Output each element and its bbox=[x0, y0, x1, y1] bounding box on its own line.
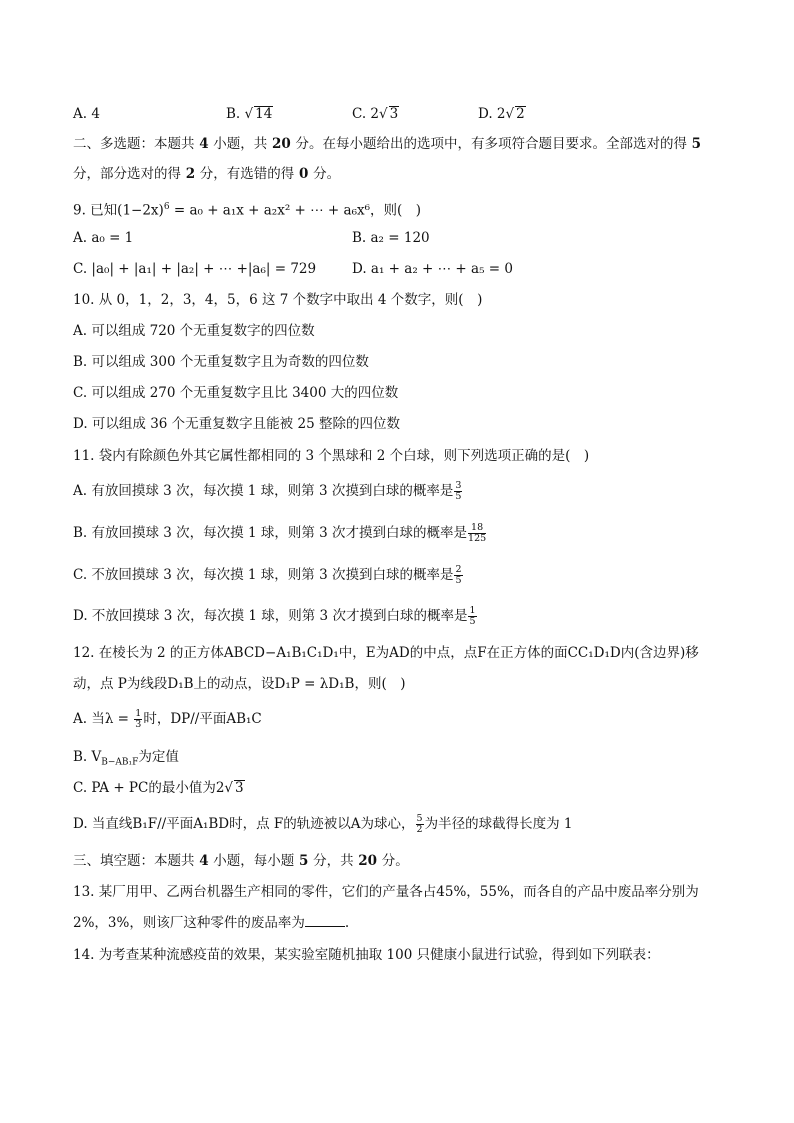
section2-wrong-score: 0 bbox=[294, 166, 314, 182]
section2-text: 分。在每小题给出的选项中，有多项符合题目要求。全部选对的得 bbox=[295, 136, 687, 152]
q8-option-c-text: C. 2 bbox=[352, 106, 380, 122]
q9-exponent: 6 bbox=[163, 202, 170, 212]
section2-count: 4 bbox=[194, 136, 214, 152]
q13-text: . bbox=[344, 915, 350, 931]
fraction bbox=[468, 606, 476, 627]
q12-option-c: C. PA + PC的最小值为2√ 3 bbox=[73, 780, 244, 796]
section3-total: 20 bbox=[353, 853, 382, 869]
numerator: 2 bbox=[455, 564, 462, 575]
section2-text: 小题，共 bbox=[213, 136, 268, 152]
section2-full-score: 5 bbox=[686, 136, 702, 152]
q12-option-b-text: B. V bbox=[73, 749, 102, 765]
q8-option-a-text: A. 4 bbox=[73, 106, 100, 122]
section3-heading bbox=[73, 851, 409, 871]
q11-option-c-text: C. 不放回摸球 3 次，每次摸 1 球，则第 3 次摸到白球的概率是 bbox=[73, 567, 454, 583]
section2-text: 分。 bbox=[313, 166, 341, 182]
section3-text: 分。 bbox=[381, 853, 409, 869]
q10-option-d: D. 可以组成 36 个无重复数字且能被 25 整除的四位数 bbox=[73, 416, 400, 432]
section2-text: 分，有选错的得 bbox=[199, 166, 295, 182]
section2-heading-line1 bbox=[73, 134, 701, 154]
fraction bbox=[454, 481, 462, 502]
q8-option-c-radicand: 3 bbox=[389, 106, 399, 122]
q11-option-d bbox=[73, 606, 478, 627]
q11-option-b bbox=[73, 523, 487, 544]
q9-stem-text: 9. 已知(1−2x) bbox=[73, 202, 164, 219]
q11-stem: 11. 袋内有除颜色外其它属性都相同的 3 个黑球和 2 个白球，则下列选项正确的是( ) bbox=[73, 448, 590, 464]
denominator: 2 bbox=[416, 824, 423, 835]
numerator: 3 bbox=[455, 480, 462, 491]
q12-option-b bbox=[73, 747, 179, 773]
q8-option-d: D. 2√ 2 bbox=[478, 106, 525, 122]
q12-option-b-text: 为定值 bbox=[138, 749, 179, 765]
q9-stem-text: = a₀ + a₁x + a₂x² + ⋯ + a₆x⁶，则( ) bbox=[169, 202, 422, 219]
q9-option-b: B. a₂ = 120 bbox=[352, 230, 430, 246]
q11-option-d-text: D. 不放回摸球 3 次，每次摸 1 球，则第 3 次才摸到白球的概率是 bbox=[73, 608, 468, 624]
fraction bbox=[454, 565, 462, 586]
q10-option-b: B. 可以组成 300 个无重复数字且为奇数的四位数 bbox=[73, 354, 369, 370]
numerator: 1 bbox=[135, 708, 142, 719]
q9-stem bbox=[73, 197, 421, 221]
q10-option-c: C. 可以组成 270 个无重复数字且比 3400 大的四位数 bbox=[73, 385, 399, 401]
q9-option-a: A. a₀ = 1 bbox=[73, 230, 134, 246]
q8-option-d-radicand: 2 bbox=[516, 106, 525, 122]
q12-stem-line1: 12. 在棱长为 2 的正方体ABCD−A₁B₁C₁D₁中，E为AD的中点，点F在正方体的面CC₁D₁D内(含边界)移 bbox=[73, 645, 699, 661]
q12-option-c-text: C. PA + PC的最小值为2 bbox=[73, 780, 225, 796]
answer-blank[interactable] bbox=[305, 926, 345, 927]
denominator: 125 bbox=[468, 533, 487, 544]
section2-total: 20 bbox=[267, 136, 296, 152]
section3-count: 4 bbox=[194, 853, 214, 869]
fraction bbox=[416, 814, 424, 835]
q12-option-d-text: 为半径的球截得长度为 1 bbox=[424, 816, 573, 832]
section2-text: 分，部分选对的得 bbox=[73, 166, 181, 182]
q9-option-c: C. |a₀| + |a₁| + |a₂| + ⋯ +|a₆| = 729 bbox=[73, 261, 317, 277]
numerator: 18 bbox=[468, 523, 486, 534]
denominator: 5 bbox=[455, 491, 462, 502]
q11-option-b-text: B. 有放回摸球 3 次，每次摸 1 球，则第 3 次才摸到白球的概率是 bbox=[73, 525, 468, 541]
fraction bbox=[134, 709, 142, 730]
q13-text: 2%，3%，则该厂这种零件的废品率为 bbox=[73, 915, 305, 931]
section3-text: 三、填空题：本题共 bbox=[73, 853, 195, 869]
numerator: 1 bbox=[469, 605, 476, 616]
q12-option-a bbox=[73, 709, 262, 730]
q13-line2 bbox=[73, 913, 349, 933]
q8-option-b: B. √ 14 bbox=[226, 106, 273, 122]
numerator: 5 bbox=[416, 813, 423, 824]
q8-option-a bbox=[73, 104, 100, 124]
section2-partial-score: 2 bbox=[181, 166, 200, 182]
q10-stem: 10. 从 0，1，2，3，4，5，6 这 7 个数字中取出 4 个数字，则( ) bbox=[73, 292, 483, 308]
section3-per-score: 5 bbox=[294, 853, 314, 869]
section3-text: 分，共 bbox=[313, 853, 354, 869]
q9-option-d: D. a₁ + a₂ + ⋯ + a₅ = 0 bbox=[352, 261, 513, 277]
q12-option-b-subscript: B−AB₁F bbox=[101, 757, 139, 768]
q8-option-c: C. 2√ 3 bbox=[352, 106, 399, 122]
fraction bbox=[468, 523, 486, 544]
q12-option-a-text: 时，DP//平面AB₁C bbox=[143, 711, 262, 727]
q13-line1: 13. 某厂用甲、乙两台机器生产相同的零件，它们的产量各占45%，55%，而各自的产品中废品率分别为 bbox=[73, 884, 699, 900]
q8-option-b-radicand: 14 bbox=[255, 106, 273, 122]
denominator: 3 bbox=[135, 719, 142, 730]
q11-option-a bbox=[73, 481, 463, 502]
q12-stem-line2: 动，点 P为线段D₁B上的动点，设D₁P = λD₁B，则( ) bbox=[73, 676, 406, 692]
q12-option-c-radicand: 3 bbox=[235, 780, 244, 796]
q14-line1: 14. 为考查某种流感疫苗的效果，某实验室随机抽取 100 只健康小鼠进行试验，得到如下列联表： bbox=[73, 947, 660, 963]
section3-text: 小题，每小题 bbox=[213, 853, 295, 869]
q11-option-c bbox=[73, 565, 464, 586]
denominator: 5 bbox=[469, 616, 476, 627]
denominator: 5 bbox=[455, 575, 462, 586]
q8-option-b-text: B. bbox=[226, 106, 245, 122]
q8-option-d-text: D. 2 bbox=[478, 106, 506, 122]
q12-option-d-text: D. 当直线B₁F//平面A₁BD时，点 F的轨迹被以A为球心， bbox=[73, 816, 415, 832]
q10-option-a: A. 可以组成 720 个无重复数字的四位数 bbox=[73, 323, 315, 339]
q12-option-a-text: A. 当λ = bbox=[73, 711, 134, 727]
section2-heading-line2 bbox=[73, 164, 340, 184]
q12-option-d bbox=[73, 814, 572, 835]
q11-option-a-text: A. 有放回摸球 3 次，每次摸 1 球，则第 3 次摸到白球的概率是 bbox=[73, 483, 454, 499]
section2-text: 二、多选题：本题共 bbox=[73, 136, 195, 152]
